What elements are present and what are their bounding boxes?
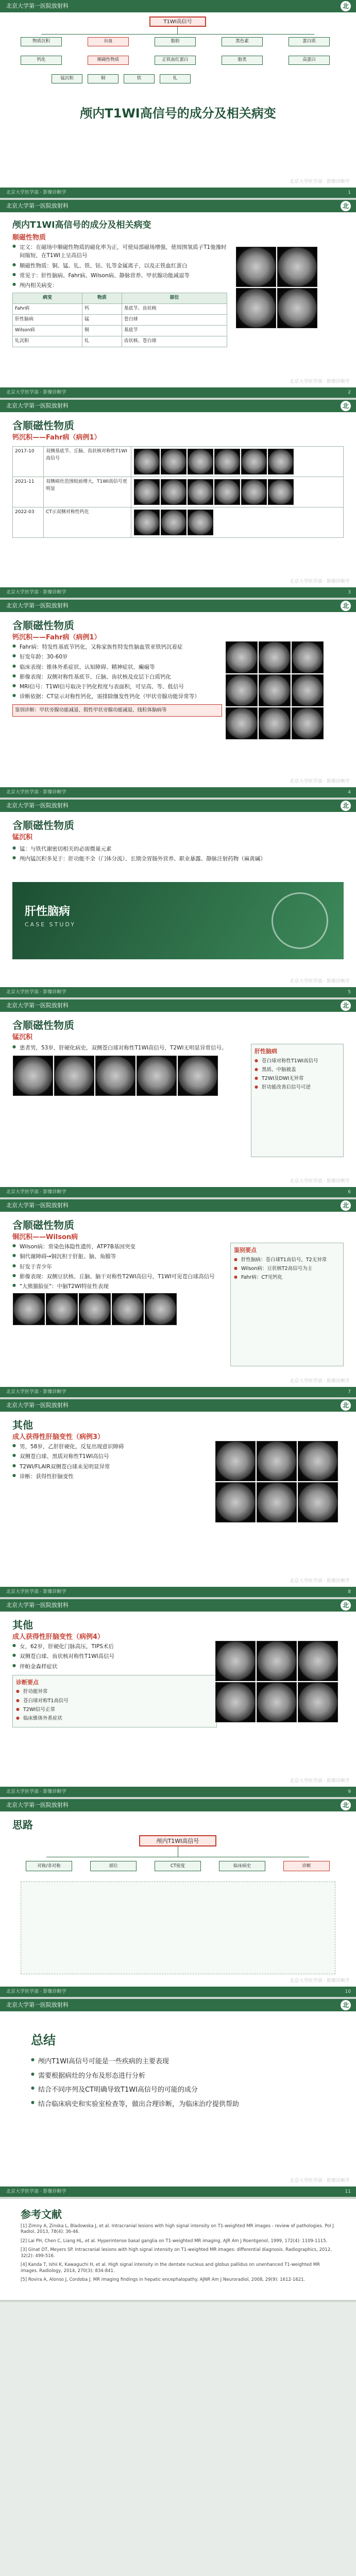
bullet: ● 影像表现：双侧豆状核、丘脑、脑干对称性T2WI高信号，T1WI可见苍白球高信号 [12, 1273, 222, 1281]
case-timeline-table [12, 446, 344, 538]
slide-footer: 北京大学医学部 · 影像诊断学 9 [0, 1787, 356, 1797]
mri-image [178, 1056, 218, 1096]
table-row: 肝性脑病 锰 苍白球 [13, 315, 227, 326]
mri-image [79, 1293, 111, 1325]
slide-aad-case4 [0, 1599, 356, 1799]
mri-image [268, 479, 294, 505]
watermark: 北京大学医学部 · 影像诊断学 [290, 2178, 350, 2183]
mri-grid [235, 246, 344, 329]
section-heading: 铜沉积——Wilson病 [12, 1233, 78, 1241]
reference-item: [5] Rovira A, Alonso J, Cordoba J. MR imaging findings in hepatic encephalopathy. AJNR Am J Neuroradiol, 2008, 29(9): 1612-1621. [21, 2277, 306, 2283]
slide-title: 总结 [31, 2033, 56, 2047]
mri-image [277, 288, 317, 328]
hospital-logo: 北 [341, 1400, 351, 1411]
slide-header: 北京大学第一医院放射科 [0, 1799, 356, 1811]
flow-node: 正铁血红蛋白 [155, 56, 196, 65]
section-heading: 锰沉积 [12, 834, 33, 841]
table-row: 钆沉积 钆 齿状核、苍白球 [13, 336, 227, 347]
mri-image [236, 288, 276, 328]
flow-node: 临床病史 [219, 1861, 265, 1871]
bullet: ● 诊断：获得性肝脑变性 [12, 1472, 217, 1481]
slide-title: 参考文献 [21, 2208, 62, 2221]
bullet: ● 顺磁性物质：铜、锰、钆、铁、钴、钆等金属离子，以及正铁血红蛋白 [12, 262, 227, 270]
bullet: ● Fahr病：特发性基底节钙化，又称家族性特发性脑血管亚铁钙沉着症 [12, 643, 222, 651]
mri-image [241, 479, 267, 505]
slide-footer: 北京大学医学部 · 影像诊断学 6 [0, 1187, 356, 1197]
slide-title: 含顺磁性物质 [12, 619, 74, 632]
mri-image [54, 1056, 94, 1096]
watermark: 北京大学医学部 · 影像诊断学 [290, 1579, 350, 1584]
slide-footer: 北京大学医学部 · 影像诊断学 10 [0, 1987, 356, 1997]
mri-image [112, 1293, 144, 1325]
slide-title: 思路 [12, 1819, 33, 1831]
slide-title: 含顺磁性物质 [12, 1019, 74, 1031]
watermark: 北京大学医学部 · 影像诊断学 [290, 1179, 350, 1184]
bullet: ● Wilson病：常染色体隐性遗传，ATP7B基因突变 [12, 1243, 222, 1251]
hospital-logo: 北 [341, 201, 351, 211]
info-panel: 鉴别要点 ● 肝性脑病：苍白球T1高信号，T2无异常 ● Wilson病：豆状核T2高信号为主 ● Fahr病：CT见钙化 [230, 1243, 344, 1366]
mri-image [13, 1293, 45, 1325]
table-row: Wilson病 铜 基底节 [13, 326, 227, 336]
reference-item: [3] Ginat DT, Meyers SP. Intracranial lesions with high signal intensity on T1-weighted MR images: differential diagnosis. Radiographics, 2012, 32(2): 499-516. [21, 2247, 332, 2259]
table-row: 2022-03 CT示双侧对称性钙化 [13, 507, 344, 538]
mri-image [257, 1641, 297, 1681]
watermark: 北京大学医学部 · 影像诊断学 [290, 1379, 350, 1384]
slide-footer: 北京大学医学部 · 影像诊断学 2 [0, 387, 356, 398]
section-heading: 成人获得性肝脑变性（病例3） [12, 1433, 105, 1441]
mri-image [259, 674, 291, 706]
mri-image [161, 479, 187, 505]
slide-header: 北京大学第一医院放射科 [0, 200, 356, 212]
bullet: ● T2WI/FLAIR双侧苍白球未见明显异常 [12, 1463, 217, 1471]
mri-image [298, 1682, 338, 1722]
flow-node: 铜 [88, 74, 118, 83]
hospital-logo: 北 [341, 1200, 351, 1211]
hospital-logo: 北 [341, 601, 351, 611]
mri-image [215, 1641, 256, 1681]
slide-footer: 北京大学医学部 · 影像诊断学 4 [0, 787, 356, 798]
slide-title: 其他 [12, 1619, 33, 1631]
mri-image [236, 247, 276, 287]
mri-image [259, 707, 291, 739]
bullet: ● 影像表现：双侧对称性基底节、丘脑、齿状核及皮层下白质钙化 [12, 673, 222, 681]
mri-image [241, 449, 267, 474]
section-heading: 钙沉积——Fahr病（病例1） [12, 634, 101, 641]
approach-detail-area [21, 1882, 335, 1974]
slide-wilson [0, 1199, 356, 1399]
slide-manganese-intro [0, 800, 356, 999]
flow-node: 部位 [90, 1861, 137, 1871]
bullet: ● 患者男，53岁，肝硬化病史，双侧苍白球对称性T1WI高信号，T2WI无明显异常信号。 [12, 1044, 243, 1052]
section-heading: 钙沉积——Fahr病（病例1） [12, 434, 101, 442]
slide-references [0, 2199, 356, 2302]
bullet: ● 女，62岁，肝硬化门脉高压，TIPS术后 [12, 1642, 217, 1651]
bullet: ● 锰：与铁代谢密切相关的必需微量元素 [12, 845, 344, 853]
info-panel: 诊断要点 ● 肝功能异常 ● 苍白球对称T1高信号 ● T2WI信号正常 ● 临床锥体外系症状 [12, 1675, 217, 1728]
flow-node: 对称/非对称 [26, 1861, 72, 1871]
watermark: 北京大学医学部 · 影像诊断学 [290, 779, 350, 784]
slide-title: 含顺磁性物质 [12, 819, 74, 832]
bullet: ● 临床表现：锥体外系症状、认知障碍、精神症状、癫痫等 [12, 663, 222, 671]
bullet: ● 结合临床病史和实验室检查等，做出合理诊断，为临床治疗提供帮助 [31, 2098, 325, 2111]
hospital-logo: 北 [341, 1800, 351, 1810]
reference-item: [1] Zimny A, Zinska L, Bladowska J, et al. Intracranial lesions with high signal intensity on T1-weighted MR images - review of pathologies. Pol J Radiol, 2013, 78(4): 36-46. [21, 2224, 334, 2235]
flow-node: 高蛋白 [289, 56, 330, 65]
mri-image [188, 510, 213, 535]
slide-flowchart [0, 0, 356, 200]
info-panel: 肝性脑病 ● 苍白球对称性T1WI高信号 ● 黑质、中脑被盖 ● T2WI及DWI无异常 ● 肝功能改善后信号可逆 [251, 1044, 344, 1157]
mri-grid [215, 1640, 344, 1723]
mri-image [46, 1293, 78, 1325]
slide-manganese-case [0, 999, 356, 1199]
slide-header: 北京大学第一医院放射科 [0, 999, 356, 1012]
section-heading: 顺磁性物质 [12, 234, 46, 242]
bullet: ● 男，58岁，乙肝肝硬化，反复出现意识障碍 [12, 1443, 217, 1451]
hospital-logo: 北 [341, 401, 351, 411]
flow-node: 蛋白质 [289, 37, 330, 46]
watermark: 北京大学医学部 · 影像诊断学 [290, 979, 350, 984]
mri-image [214, 449, 240, 474]
mri-image [214, 479, 240, 505]
mri-image [13, 1056, 53, 1096]
bullet: ● 颅内锰沉积多见于：肝功能不全（门体分流）、长期全胃肠外营养、职业暴露、静脉注射药物（麻黄碱） [12, 855, 344, 863]
mri-image [259, 641, 291, 673]
mri-image [298, 1482, 338, 1522]
slide-title: 含顺磁性物质 [12, 419, 74, 432]
mri-image [134, 479, 160, 505]
flow-node: 顺磁性物质 [88, 56, 129, 65]
bullet: ● 常见于：肝性脑病、Fahr病、Wilson病、静脉营养、甲状腺功能减退等 [12, 272, 227, 280]
mri-grid [12, 1055, 243, 1096]
slide-header: 北京大学第一医院放射科 [0, 400, 356, 412]
mri-image [134, 510, 160, 535]
slide-title: 颅内T1WI高信号的成分及相关病变 [12, 220, 151, 230]
slide-header: 北京大学第一医院放射科 [0, 0, 356, 12]
mri-image [292, 707, 324, 739]
slide-header: 北京大学第一医院放射科 [0, 1399, 356, 1412]
bullet: ● 双侧苍白球、齿状核对称性T1WI高信号 [12, 1652, 217, 1660]
mri-image [277, 247, 317, 287]
table-row: 2017-10 双侧基底节、丘脑、齿状核对称性T1WI高信号 [13, 447, 344, 477]
watermark: 北京大学医学部 · 影像诊断学 [290, 579, 350, 584]
flow-node: 锰沉积 [52, 74, 82, 83]
mri-image [298, 1441, 338, 1481]
watermark: 北京大学医学部 · 影像诊断学 [290, 179, 350, 184]
mri-grid [215, 1440, 344, 1523]
slide-footer: 北京大学医学部 · 影像诊断学 11 [0, 2187, 356, 2197]
table-row: 2021-11 双侧病灶范围较前增大，T1WI高信号更明显 [13, 477, 344, 507]
reference-item: [4] Kanda T, Ishii K, Kawaguchi H, et al. High signal intensity in the dentate nucleus and globus pallidus on unenhanced T1-weighted MR images. Radiology, 2014, 270(3): 834-841. [21, 2262, 320, 2274]
slide-header: 北京大学第一医院放射科 [0, 800, 356, 812]
bullet: ● 好发年龄：30-60岁 [12, 653, 222, 661]
flow-node: 铁 [124, 74, 155, 83]
slide-aad-case3 [0, 1399, 356, 1599]
slide-summary [0, 1999, 356, 2199]
bullet: ● "大熊猫脸征"：中脑T2WI特征性表现 [12, 1282, 222, 1291]
hospital-logo: 北 [341, 1001, 351, 1011]
bullet: ● 定义：在磁场中顺磁性物质的磁化率为正，可使局部磁场增强，使周围氢质子T1弛豫时间缩短，在T1WI上呈高信号 [12, 243, 227, 260]
slide-footer: 北京大学医学部 · 影像诊断学 5 [0, 987, 356, 997]
watermark: 北京大学医学部 · 影像诊断学 [290, 1778, 350, 1784]
flow-root: T1WI高信号 [149, 16, 206, 27]
slide-footer: 北京大学医学部 · 影像诊断学 8 [0, 1587, 356, 1597]
table-row: Fahr病 钙 基底节、齿状核 [13, 304, 227, 315]
mri-image [257, 1682, 297, 1722]
bullet: ● 铜代谢障碍→铜沉积于肝脏、脑、角膜等 [12, 1252, 222, 1261]
mri-image [215, 1482, 256, 1522]
mri-grid [225, 641, 344, 740]
watermark: 北京大学医学部 · 影像诊断学 [290, 1978, 350, 1984]
section-heading: 锰沉积 [12, 1033, 33, 1041]
slide-title: 颅内T1WI高信号的成分及相关病变 [80, 106, 276, 121]
bullet: ● 伴帕金森样症状 [12, 1663, 217, 1671]
diff-note: 鉴别诊断：甲状旁腺功能减退、假性甲状旁腺功能减退、线粒体脑病等 [12, 704, 222, 717]
flow-root: 颅内T1WI高信号 [139, 1835, 216, 1846]
bullet: ● 诊断依据：CT显示对称性钙化，需排除继发性钙化（甲状旁腺功能异常等） [12, 692, 222, 701]
mri-image [298, 1641, 338, 1681]
case-banner: 肝性脑病 CASE STUDY [12, 882, 344, 959]
bullet: ● 颅内相关病变： [12, 281, 227, 290]
hospital-logo: 北 [341, 801, 351, 811]
bullet: ● 好发于青少年 [12, 1263, 222, 1271]
slide-footer: 北京大学医学部 · 影像诊断学 7 [0, 1387, 356, 1397]
flow-node: 黑色素 [222, 37, 263, 46]
slide-paramagnetic-intro [0, 200, 356, 400]
hospital-logo: 北 [341, 2000, 351, 2010]
slide-title: 含顺磁性物质 [12, 1219, 74, 1231]
mri-image [226, 641, 258, 673]
slide-header: 北京大学第一医院放射科 [0, 1599, 356, 1612]
mri-image [95, 1056, 135, 1096]
mri-image [226, 674, 258, 706]
bullet: ● 需要根据病灶的分布及形态进行分析 [31, 2070, 325, 2083]
slide-approach [0, 1799, 356, 1999]
hospital-logo: 北 [341, 1600, 351, 1611]
flow-node: 脂肪 [155, 37, 196, 46]
slide-header: 北京大学第一医院放射科 [0, 1199, 356, 1212]
mri-image [134, 449, 160, 474]
section-heading: 成人获得性肝脑变性（病例4） [12, 1633, 105, 1641]
slide-footer: 北京大学医学部 · 影像诊断学 3 [0, 587, 356, 598]
mri-image [188, 479, 213, 505]
mri-image [137, 1056, 177, 1096]
mri-image [215, 1682, 256, 1722]
flow-node: 诊断 [283, 1861, 330, 1871]
slide-fahr-detail [0, 600, 356, 800]
mri-image [161, 510, 187, 535]
slide-header: 北京大学第一医院放射科 [0, 1999, 356, 2011]
mri-image [226, 707, 258, 739]
bullet: ● 颅内T1WI高信号可能是一些疾病的主要表现 [31, 2056, 325, 2069]
flow-node: 物质沉积 [21, 37, 62, 46]
mri-image [257, 1441, 297, 1481]
watermark: 北京大学医学部 · 影像诊断学 [290, 379, 350, 384]
flow-node: 脂类 [222, 56, 263, 65]
slide-fahr-timeline [0, 400, 356, 600]
mri-image [292, 674, 324, 706]
slide-footer: 北京大学医学部 · 影像诊断学 1 [0, 188, 356, 198]
mri-image [161, 449, 187, 474]
flow-node: CT密度 [155, 1861, 201, 1871]
slide-header: 北京大学第一医院放射科 [0, 600, 356, 612]
bullet: ● 结合不同序列及CT明确导致T1WI高信号的可能的成分 [31, 2084, 325, 2097]
mri-image [215, 1441, 256, 1481]
mri-image [145, 1293, 177, 1325]
flow-node: 钙化 [21, 56, 62, 65]
lesion-table: 病变 物质 部位 Fahr病 钙 基底节、齿状核 肝性脑病 锰 苍白球 Wilson病 铜 基底节 钆沉积 钆 齿状核、苍白球 [12, 293, 227, 347]
mri-image [188, 449, 213, 474]
mri-image [292, 641, 324, 673]
bullet: ● 双侧苍白球、黑质对称性T1WI高信号 [12, 1452, 217, 1461]
flow-node: 钆 [160, 74, 191, 83]
mri-grid [12, 1293, 222, 1326]
bullet: ● MRI信号：T1WI信号取决于钙化程度与表面积，可呈高、等、低信号 [12, 683, 222, 691]
hospital-logo: 北 [341, 1, 351, 11]
reference-item: [2] Lai PH, Chen C, Liang HL, et al. Hyperintense basal ganglia on T1-weighted MR imaging. AJR Am J Roentgenol, 1999, 172(4): 1109-1115. [21, 2238, 328, 2244]
mri-image [257, 1482, 297, 1522]
mri-image [268, 449, 294, 474]
slide-title: 其他 [12, 1419, 33, 1431]
flow-node: 出血 [88, 37, 129, 46]
